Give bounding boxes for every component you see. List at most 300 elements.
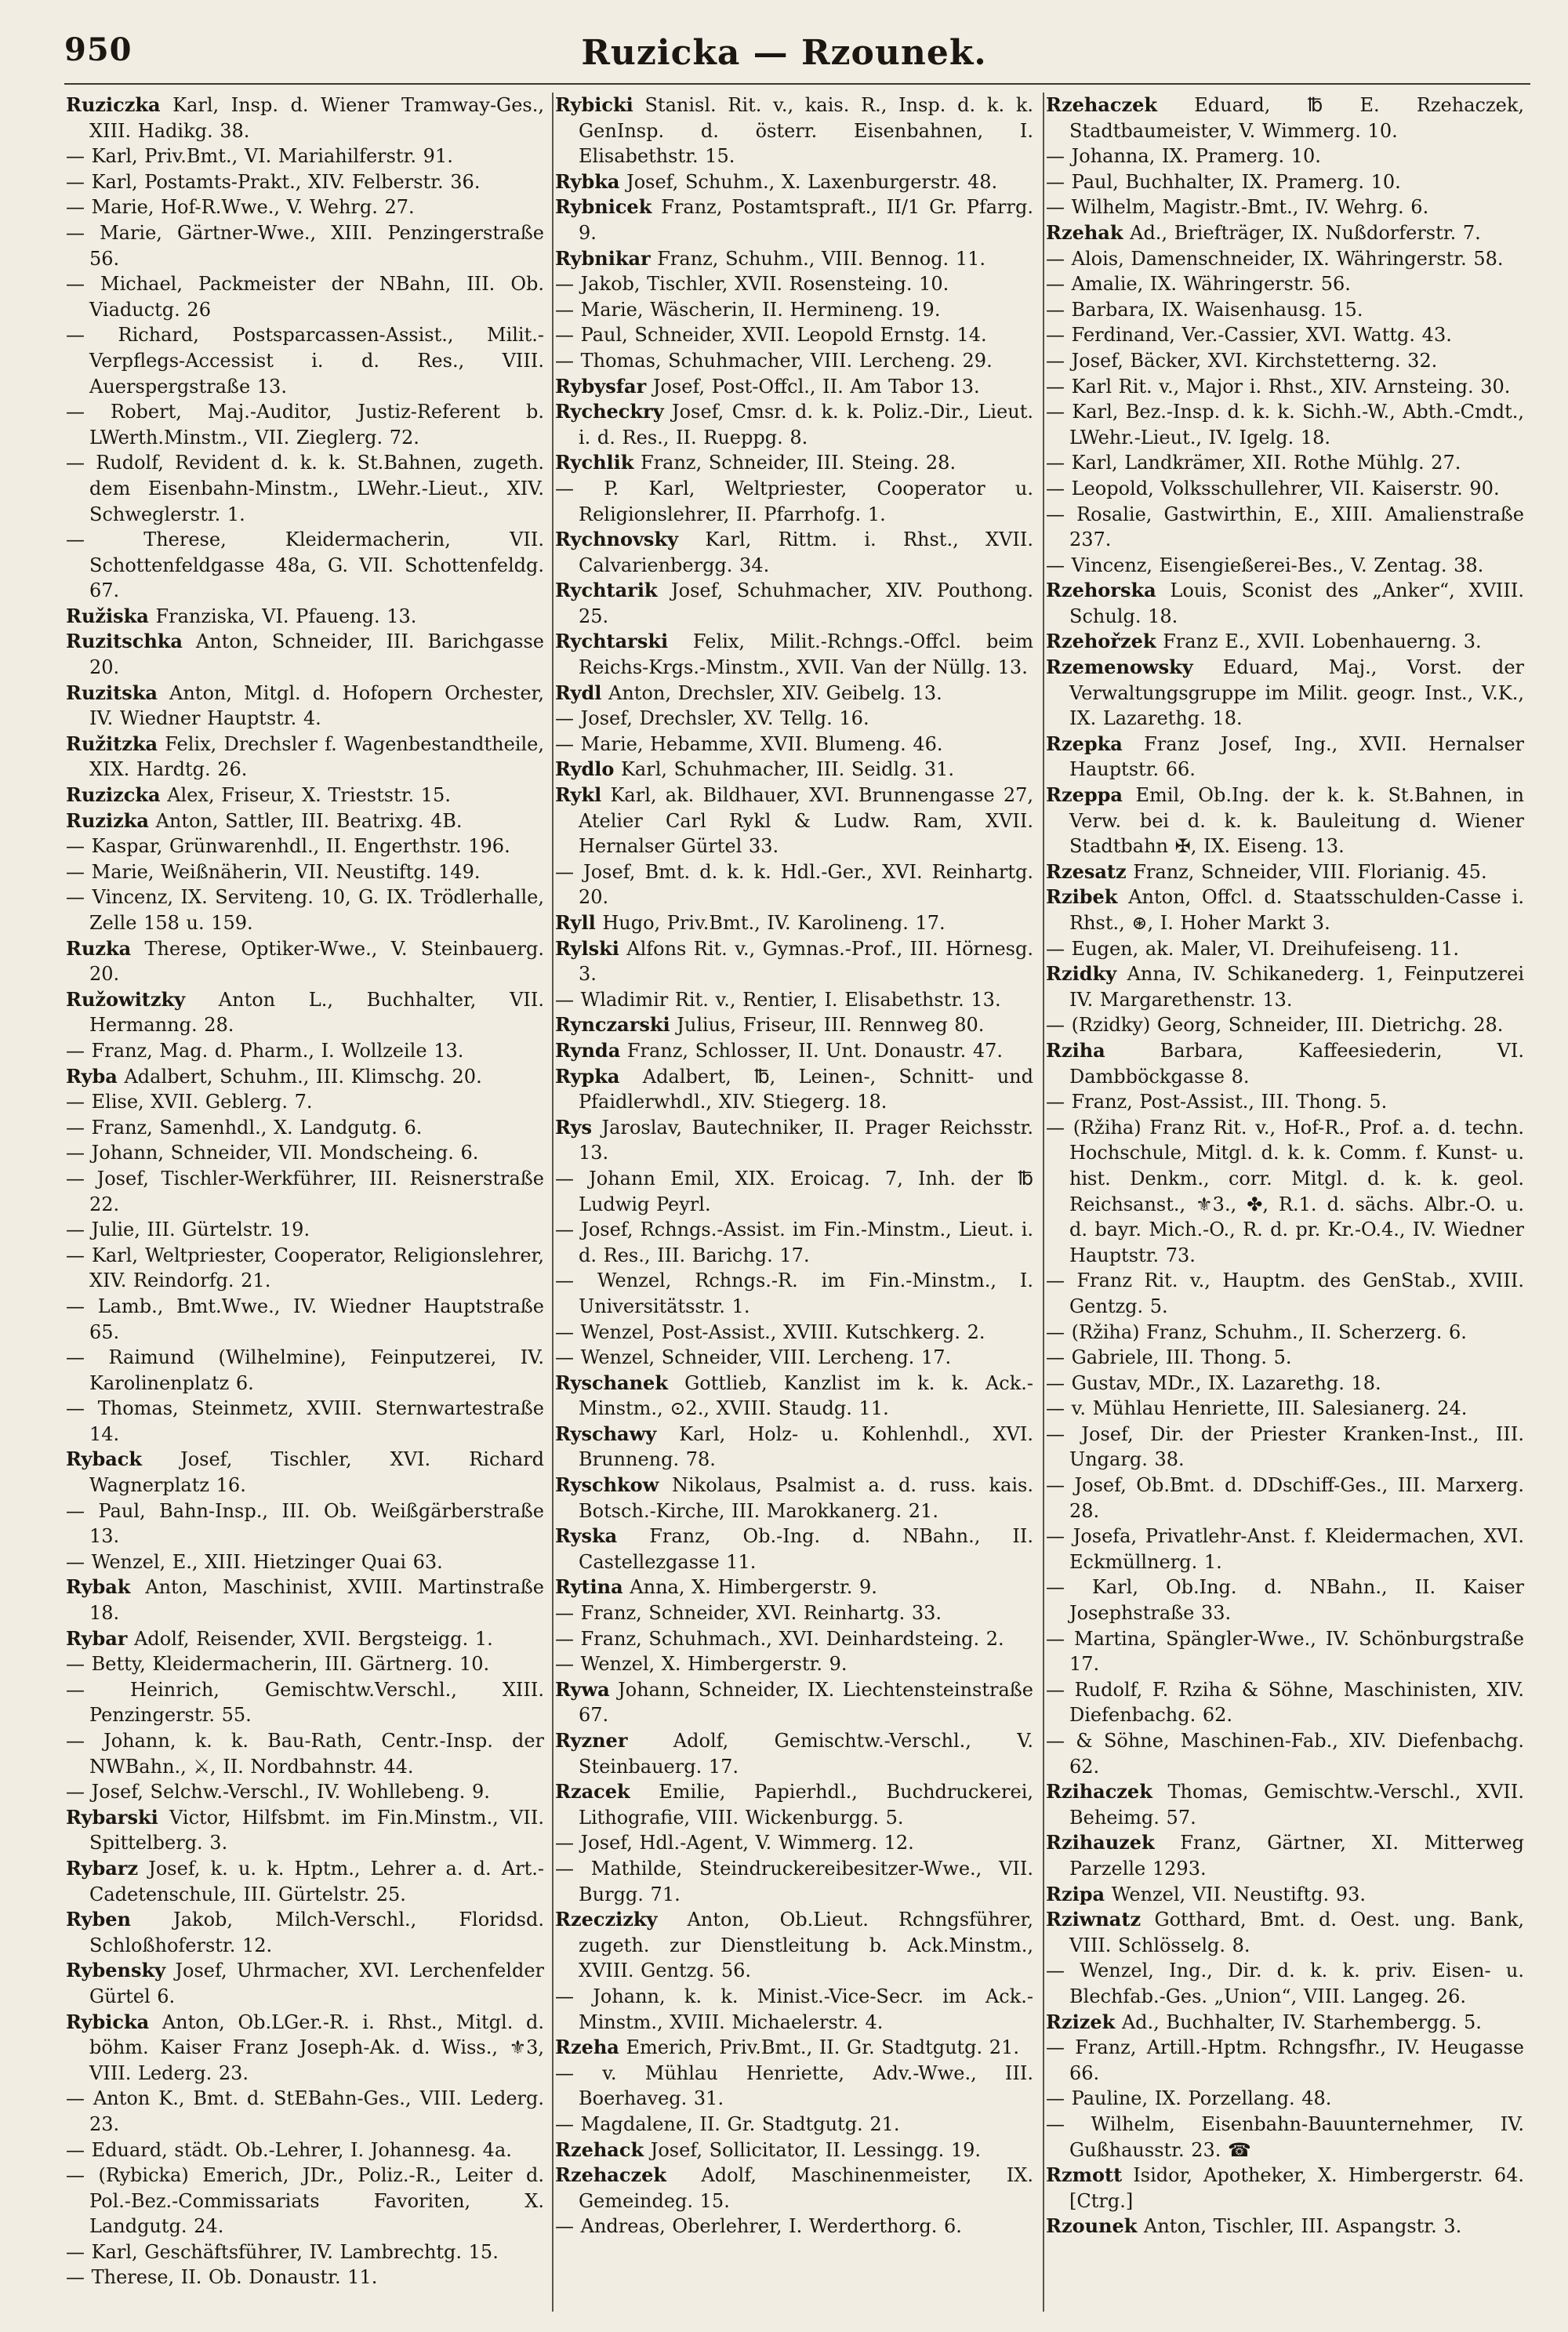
entry-details: — Rudolf, Revident d. k. k. St.Bahnen, zugeth. dem Eisenbahn-Minstm., LWehr.-Lieut., XIV. Schweglerstr. 1. [66,452,544,525]
directory-entry [555,246,1033,272]
directory-entry [1046,297,1524,323]
directory-columns [66,93,1540,2319]
directory-entry [66,1626,544,1652]
directory-entry [66,322,544,399]
entry-surname: Rzehak [1046,220,1123,244]
entry-surname: Rybarz [66,1856,139,1880]
directory-entry [66,732,544,783]
entry-details: — Karl, Postamts-Prakt., XIV. Felberstr. 36. [66,170,481,193]
entry-details: Anna, X. Himbergerstr. 9. [622,1576,877,1599]
entry-surname: Ruziczka [66,93,161,116]
entry-details: Franz, Gärtner, XI. Mitterweg Parzelle 1293. [1069,1832,1524,1880]
entry-details: Josef, Cmsr. d. k. k. Poliz.-Dir., Lieut. i. d. Res., II. Rueppg. 8. [579,401,1033,449]
directory-entry [555,1524,1033,1575]
directory-entry [1046,2035,1524,2086]
directory-entry [66,834,544,859]
entry-surname: Ryska [555,1524,618,1548]
directory-entry [555,1115,1033,1166]
directory-entry [555,399,1033,450]
entry-details: Anton, Schneider, III. Barichgasse 20. [89,630,544,679]
entry-surname: Rzihaczek [1046,1780,1152,1803]
directory-entry [66,169,544,195]
directory-entry [555,578,1033,629]
entry-details: Alex, Friseur, X. Trieststr. 15. [160,784,451,807]
entry-details: — Wenzel, Schneider, VIII. Lercheng. 17. [555,1346,952,1369]
directory-entry [1046,2214,1524,2239]
entry-surname: Rychtarski [555,630,669,653]
entry-details: Anton, Tischler, III. Aspangstr. 3. [1137,2215,1462,2238]
directory-entry [1046,450,1524,476]
directory-entry [66,1907,544,1958]
entry-details: — (Rzidky) Georg, Schneider, III. Dietrichg. 28. [1046,1014,1504,1037]
entry-details: — Barbara, IX. Waisenhausg. 15. [1046,298,1363,321]
directory-entry [555,527,1033,578]
entry-details: — Richard, Postsparcassen-Assist., Milit.-Verpflegs-Accessist i. d. Res., VIII. Auerspergstraße 13. [66,324,544,398]
directory-entry [555,476,1033,527]
entry-surname: Ryba [66,1064,118,1088]
directory-entry [555,297,1033,323]
directory-entry [1046,1371,1524,1397]
directory-entry [555,2061,1033,2112]
entry-details: Karl, Insp. d. Wiener Tramway-Ges., XIII. Hadikg. 38. [89,94,544,142]
entry-details: Nikolaus, Psalmist a. d. russ. kais. Botsch.-Kirche, III. Marokkanerg. 21. [579,1474,1033,1522]
entry-details: Adolf, Reisender, XVII. Bergsteigg. 1. [127,1627,493,1650]
directory-entry [1046,1422,1524,1473]
directory-entry [1046,1396,1524,1422]
entry-surname: Rzehorska [1046,579,1156,602]
entry-details: — Rosalie, Gastwirthin, E., XIII. Amalienstraße 237. [1046,503,1524,551]
entry-details: Alfons Rit. v., Gymnas.-Prof., III. Hörnesg. 3. [579,937,1033,986]
entry-details: Anton, Mitgl. d. Hofopern Orchester, IV. Wiedner Hauptstr. 4. [89,681,544,730]
directory-entry [1046,2086,1524,2112]
entry-details: Anton, Maschinist, XVIII. Martinstraße 18. [89,1576,544,1625]
directory-entry [66,194,544,220]
entry-details: — Karl, Weltpriester, Cooperator, Religionslehrer, XIV. Reindorfg. 21. [66,1244,544,1292]
directory-entry [66,1447,544,1498]
entry-details: Louis, Sconist des „Anker“, XVIII. Schulg. 18. [1069,579,1524,627]
entry-surname: Rynda [555,1038,621,1062]
entry-details: — Gustav, MDr., IX. Lazarethg. 18. [1046,1371,1381,1394]
entry-details: — Franz, Artill.-Hptm. Rchngsfhr., IV. Heugasse 66. [1046,2036,1524,2084]
entry-details: — Kaspar, Grünwarenhdl., II. Engerthstr. 196. [66,835,510,858]
entry-details: — Karl, Landkrämer, XII. Rothe Mühlg. 27. [1046,452,1461,474]
entry-details: Josef, Post-Offcl., II. Am Tabor 13. [646,375,980,398]
directory-entry [555,1600,1033,1626]
directory-entry [1046,1038,1524,1089]
entry-details: — Wenzel, X. Himbergerstr. 9. [555,1653,848,1676]
directory-entry [1046,93,1524,143]
entry-details: Franz, Postamtspraft., II/1 Gr. Pfarrg. 9. [579,196,1033,244]
directory-entry [66,450,544,527]
directory-entry [66,1549,544,1575]
entry-surname: Rys [555,1115,592,1139]
directory-entry [66,1140,544,1166]
directory-entry [1046,783,1524,859]
entry-surname: Ruzitska [66,681,158,704]
entry-surname: Rzacek [555,1780,630,1803]
entry-surname: Rydlo [555,757,615,781]
directory-entry [1046,884,1524,935]
entry-details: Adalbert, Schuhm., III. Klimschg. 20. [117,1065,482,1088]
entry-details: Eduard, Maj., Vorst. der Verwaltungsgruppe im Milit. geogr. Inst., V.K., IX. Lazarethg. 18. [1069,656,1524,730]
entry-details: — v. Mühlau Henriette, III. Salesianerg. 24. [1046,1397,1468,1420]
directory-entry [1046,1115,1524,1269]
entry-surname: Rybysfar [555,374,647,398]
entry-details: — Michael, Packmeister der NBahn, III. Ob. Viaductg. 26 [66,273,544,321]
directory-entry [1046,1907,1524,1958]
entry-surname: Ryll [555,911,596,934]
entry-details: — Alois, Damenschneider, IX. Währingerstr. 58. [1046,247,1504,270]
directory-entry [1046,348,1524,374]
directory-entry [66,1498,544,1549]
entry-details: — Amalie, IX. Währingerstr. 56. [1046,273,1351,296]
directory-entry [555,1779,1033,1830]
entry-surname: Ruzizka [66,808,149,832]
entry-details: — Raimund (Wilhelmine), Feinputzerei, IV. Karolinenplatz 6. [66,1346,544,1394]
directory-entry [555,2112,1033,2138]
directory-entry [66,1294,544,1345]
entry-surname: Rzmott [1046,2163,1123,2187]
directory-entry [555,1984,1033,2035]
header-rule [64,83,1530,85]
directory-entry [66,936,544,987]
directory-entry [66,681,544,732]
entry-surname: Rzibek [1046,885,1118,909]
entry-surname: Ruzka [66,936,132,960]
entry-surname: Rynczarski [555,1013,670,1037]
entry-surname: Rzidky [1046,962,1117,986]
entry-details: Josef, Schuhm., X. Laxenburgerstr. 48. [619,170,998,193]
entry-details: — Wenzel, Rchngs.-R. im Fin.-Minstm., I. Universitätsstr. 1. [555,1270,1033,1317]
directory-entry [1046,2163,1524,2214]
directory-entry [66,1089,544,1115]
entry-details: Isidor, Apotheker, X. Himbergerstr. 64. [Ctrg.] [1069,2164,1524,2212]
entry-details: — Jakob, Tischler, XVII. Rosensteing. 10. [555,273,949,296]
entry-details: Anna, IV. Schikanederg. 1, Feinputzerei IV. Margarethenstr. 13. [1069,963,1524,1011]
directory-entry [1046,1012,1524,1038]
entry-surname: Rybensky [66,1959,166,1982]
entry-surname: Rybak [66,1575,131,1599]
entry-details: Josef, Schuhmacher, XIV. Pouthong. 25. [579,579,1033,627]
directory-entry [1046,143,1524,169]
directory-entry [555,1345,1033,1371]
entry-details: Josef, Sollicitator, II. Lessingg. 19. [644,2138,982,2161]
entry-details: — Karl, Priv.Bmt., VI. Mariahilferstr. 91. [66,145,453,168]
directory-entry [66,220,544,271]
entry-surname: Ryschkow [555,1473,659,1497]
directory-entry [1046,374,1524,400]
entry-surname: Rywa [555,1677,610,1701]
directory-entry [1046,961,1524,1012]
entry-details: Anton, Offcl. d. Staatsschulden-Casse i. Rhst., ⊛, I. Hoher Markt 3. [1069,886,1524,934]
entry-surname: Rzemenowsky [1046,656,1193,679]
entry-details: — Vincenz, Eisengießerei-Bes., V. Zentag. 38. [1046,554,1484,576]
entry-surname: Rzepka [1046,732,1123,755]
entry-details: Barbara, Kaffeesiederin, VI. Dambböckgasse 8. [1069,1039,1524,1088]
entry-details: — Therese, Kleidermacherin, VII. Schottenfeldgasse 48a, G. VII. Schottenfeldg. 67. [66,529,544,602]
entry-surname: Rykl [555,783,602,807]
entry-details: Franz, Schneider, III. Steing. 28. [633,452,956,474]
directory-entry [555,1012,1033,1038]
column-middle [555,93,1033,2319]
entry-details: Karl, Schuhmacher, III. Seidlg. 31. [614,758,955,781]
directory-entry [555,2035,1033,2061]
entry-list [66,93,544,2290]
directory-entry [1046,553,1524,579]
directory-entry [66,2138,544,2163]
entry-surname: Rzounek [1046,2214,1138,2238]
entry-surname: Rzehaczek [555,2163,666,2187]
entry-surname: Rziha [1046,1038,1105,1062]
entry-details: — Paul, Schneider, XVII. Leopold Ernstg. 14. [555,324,987,347]
entry-surname: Rzesatz [1046,859,1127,883]
directory-entry [66,1575,544,1625]
directory-entry [555,757,1033,783]
entry-surname: Rybnicek [555,195,652,219]
running-head: Ruzicka — Rzounek. [581,33,987,73]
entry-details: Ad., Buchhalter, IV. Starhembergg. 5. [1115,2011,1482,2033]
entry-details: — Eugen, ak. Maler, VI. Dreihufeiseng. 11. [1046,937,1459,960]
directory-entry [1046,1320,1524,1346]
directory-entry [555,1038,1033,1064]
entry-surname: Rypka [555,1064,620,1088]
directory-entry [1046,1268,1524,1319]
entry-details: Anton, Drechsler, XIV. Geibelg. 13. [601,681,942,704]
directory-entry [555,194,1033,245]
directory-entry [555,1728,1033,1779]
entry-details: — Ferdinand, Ver.-Cassier, XVI. Wattg. 43. [1046,324,1452,347]
directory-entry [1046,1882,1524,1908]
entry-details: — Franz, Samenhdl., X. Landgutg. 6. [66,1116,423,1139]
directory-entry [555,1856,1033,1907]
directory-entry [66,629,544,680]
directory-entry [66,1345,544,1396]
directory-entry [1046,1089,1524,1115]
entry-details: — Josef, Bäcker, XVI. Kirchstetterng. 32. [1046,349,1438,372]
directory-entry [555,271,1033,297]
entry-surname: Ružitzka [66,732,158,755]
directory-entry [66,143,544,169]
directory-entry [1046,578,1524,629]
directory-entry [1046,502,1524,553]
entry-details: — Karl Rit. v., Major i. Rhst., XIV. Arnsteing. 30. [1046,375,1511,398]
entry-surname: Rylski [555,936,619,960]
directory-entry [66,527,544,604]
directory-entry [555,1651,1033,1677]
entry-details: Franz, Schuhm., VIII. Bennog. 11. [650,247,985,270]
directory-entry [66,859,544,885]
directory-entry [66,1396,544,1447]
directory-entry [66,1166,544,1217]
directory-entry [1046,1345,1524,1371]
directory-entry [66,1958,544,2009]
entry-details: Josef, k. u. k. Hptm., Lehrer a. d. Art.-Cadetenschule, III. Gürtelstr. 25. [89,1857,544,1905]
entry-details: Franz Josef, Ing., XVII. Hernalser Hauptstr. 66. [1069,732,1524,781]
directory-entry [66,93,544,143]
entry-list [1046,93,1524,2239]
directory-entry [555,1907,1033,1984]
entry-details: — Karl, Ob.Ing. d. NBahn., II. Kaiser Josephstraße 33. [1046,1576,1524,1625]
entry-details: Julius, Friseur, III. Rennweg 80. [670,1014,985,1037]
entry-details: — Johann, Schneider, VII. Mondscheing. 6. [66,1142,479,1164]
entry-details: — Julie, III. Gürtelstr. 19. [66,1219,310,1241]
directory-entry [555,1422,1033,1473]
entry-details: — Robert, Maj.-Auditor, Justiz-Referent b. LWerth.Minstm., VII. Zieglerg. 72. [66,401,544,449]
entry-details: — Josef, Drechsler, XV. Tellg. 16. [555,707,869,730]
entry-surname: Rzizek [1046,2010,1116,2033]
entry-surname: Rziwnatz [1046,1908,1142,1931]
entry-surname: Ryzner [555,1729,628,1752]
directory-entry [555,2214,1033,2239]
page-number: 950 [64,31,132,68]
entry-details: Gottlieb, Kanzlist im k. k. Ack.-Minstm., ⊙2., XVIII. Staudg. 11. [579,1371,1033,1420]
entry-details: — (Ržiha) Franz, Schuhm., II. Scherzerg. 6. [1046,1320,1467,1343]
directory-entry [1046,1677,1524,1728]
directory-entry [1046,399,1524,450]
entry-details: — Magdalene, II. Gr. Stadtgutg. 21. [555,2112,900,2135]
directory-entry [66,1651,544,1677]
entry-details: Felix, Drechsler f. Wagenbestandtheile, XIX. Hardtg. 26. [89,732,544,781]
entry-details: — Franz Rit. v., Hauptm. des GenStab., XVIII. Gentzg. 5. [1046,1270,1524,1317]
entry-surname: Ryback [66,1448,143,1471]
directory-entry [555,93,1033,169]
entry-details: Karl, ak. Bildhauer, XVI. Brunnengasse 27, Atelier Carl Rykl & Ludw. Ram, XVII. Hernalser Gürtel 33. [579,784,1033,858]
entry-details: — Anton K., Bmt. d. StEBahn-Ges., VIII. Lederg. 23. [66,2087,544,2135]
entry-surname: Rzehořzek [1046,630,1156,653]
entry-details: — Pauline, IX. Porzellang. 48. [1046,2087,1332,2110]
directory-entry [555,348,1033,374]
directory-entry [555,936,1033,987]
entry-details: — Franz, Mag. d. Pharm., I. Wollzeile 13. [66,1039,464,1062]
entry-details: Wenzel, VII. Neustiftg. 93. [1105,1883,1366,1905]
entry-details: — Wilhelm, Magistr.-Bmt., IV. Wehrg. 6. [1046,196,1429,219]
directory-entry [1046,1728,1524,1779]
entry-details: — Josef, Dir. der Priester Kranken-Inst., III. Ungarg. 38. [1046,1422,1524,1471]
entry-details: — Therese, II. Ob. Donaustr. 11. [66,2266,378,2289]
directory-entry [1046,2112,1524,2163]
entry-details: — Franz, Schneider, XVI. Reinhartg. 33. [555,1602,942,1625]
entry-details: Franz, Schneider, VIII. Florianig. 45. [1126,860,1487,883]
directory-entry [66,1243,544,1294]
entry-details: — Andreas, Oberlehrer, I. Werderthorg. 6. [555,2215,962,2238]
entry-details: Hugo, Priv.Bmt., IV. Karolineng. 17. [595,912,946,934]
entry-surname: Rybnikar [555,246,651,270]
entry-details: — Marie, Hebamme, XVII. Blumeng. 46. [555,732,943,755]
directory-entry [1046,1958,1524,2009]
directory-entry [555,1575,1033,1600]
entry-details: — Martina, Spängler-Wwe., IV. Schönburgstraße 17. [1046,1627,1524,1676]
entry-details: Franz E., XVII. Lobenhauerng. 3. [1156,630,1482,653]
entry-details: Franz, Ob.-Ing. d. NBahn., II. Castellezgasse 11. [579,1525,1033,1573]
entry-details: Adolf, Gemischtw.-Verschl., V. Steinbauerg. 17. [579,1730,1033,1778]
entry-details: — Gabriele, III. Thong. 5. [1046,1346,1292,1369]
entry-details: — Franz, Post-Assist., III. Thong. 5. [1046,1091,1388,1113]
directory-entry [555,859,1033,910]
entry-details: — Paul, Buchhalter, IX. Pramerg. 10. [1046,170,1401,193]
entry-details: — Marie, Weißnäherin, VII. Neustiftg. 149. [66,860,481,883]
entry-details: Adalbert, ℔, Leinen-, Schnitt- und Pfaidlerwhdl., XIV. Stiegerg. 18. [579,1065,1033,1113]
directory-entry [1046,322,1524,348]
entry-details: — P. Karl, Weltpriester, Cooperator u. Religionslehrer, II. Pfarrhofg. 1. [555,477,1033,525]
entry-details: — Johanna, IX. Pramerg. 10. [1046,145,1321,168]
directory-entry [66,1677,544,1728]
directory-entry [66,2265,544,2290]
directory-entry [555,1320,1033,1346]
entry-surname: Rybka [555,169,620,193]
entry-details: — Leopold, Volksschullehrer, VII. Kaiserstr. 90. [1046,477,1500,499]
directory-entry [1046,1626,1524,1677]
directory-entry [66,1728,544,1779]
directory-entry [1046,246,1524,272]
entry-details: Emilie, Papierhdl., Buchdruckerei, Lithografie, VIII. Wickenburgg. 5. [579,1781,1033,1829]
entry-surname: Rzihauzek [1046,1831,1155,1854]
entry-details: Emerich, Priv.Bmt., II. Gr. Stadtgutg. 21. [619,2036,1019,2059]
directory-entry [1046,629,1524,655]
directory-entry [555,1217,1033,1268]
entry-details: — Karl, Geschäftsführer, IV. Lambrechtg. 15. [66,2240,499,2263]
directory-entry [1046,859,1524,885]
entry-details: Adolf, Maschinenmeister, IX. Gemeindeg. 15. [579,2164,1033,2212]
directory-entry [555,169,1033,195]
directory-entry [66,2010,544,2087]
entry-surname: Ruzizcka [66,783,161,807]
entry-details: — Marie, Hof-R.Wwe., V. Wehrg. 27. [66,196,415,219]
entry-surname: Ruzitschka [66,630,183,653]
entry-surname: Rychlik [555,451,634,474]
entry-details: — Wenzel, E., XIII. Hietzinger Quai 63. [66,1550,443,1573]
entry-details: Anton L., Buchhalter, VII. Hermanng. 28. [89,988,544,1037]
entry-surname: Rycheckry [555,400,664,423]
entry-details: Victor, Hilfsbmt. im Fin.Minstm., VII. Spittelberg. 3. [89,1806,544,1854]
directory-entry [1046,1473,1524,1524]
directory-entry [66,1805,544,1856]
directory-entry [1046,1779,1524,1830]
directory-entry [1046,1524,1524,1575]
entry-surname: Rybar [66,1626,128,1650]
directory-entry [555,1268,1033,1319]
directory-entry [555,374,1033,400]
entry-surname: Rychnovsky [555,528,679,551]
entry-details: — Heinrich, Gemischtw.Verschl., XIII. Penzingerstr. 55. [66,1678,544,1727]
entry-details: — Paul, Bahn-Insp., III. Ob. Weißgärberstraße 13. [66,1499,544,1548]
directory-entry [555,681,1033,707]
directory-entry [555,629,1033,680]
directory-entry [66,1217,544,1243]
entry-surname: Rzeczizky [555,1908,658,1931]
entry-details: — Johann, k. k. Minist.-Vice-Secr. im Ack.-Minstm., XVIII. Michaelerstr. 4. [555,1985,1033,2033]
directory-entry [1046,732,1524,783]
entry-details: Anton, Sattler, III. Beatrixg. 4B. [148,809,463,832]
entry-surname: Rybicka [66,2010,150,2033]
entry-details: Jakob, Milch-Verschl., Floridsd. Schloßhoferstr. 12. [89,1909,544,1956]
entry-details: — (Ržiha) Franz Rit. v., Hof-R., Prof. a. d. techn. Hochschule, Mitgl. d. k. k. Comm. f. Kunst- u. hist. Denkm., corr. Mitgl. d. k. k. geol. Reichsanst., ⚜3., ✤, R.1. d. sächs. Albr.-O. u. d. bayr. Mich.-O., R. d. pr. Kr.-O.4., IV. Wiedner Hauptstr. 73. [1046,1116,1524,1266]
entry-details: Felix, Milit.-Rchngs.-Offcl. beim Reichs-Krgs.-Minstm., XVII. Van der Nüllg. 13. [579,630,1033,679]
directory-entry [66,808,544,834]
entry-details: — Josef, Selchw.-Verschl., IV. Wohllebeng. 9. [66,1781,490,1803]
directory-entry [66,1779,544,1805]
directory-entry [555,987,1033,1013]
entry-details: — Marie, Wäscherin, II. Hermineng. 19. [555,298,941,321]
directory-entry [555,1830,1033,1856]
directory-entry [555,1473,1033,1524]
entry-details: — Johann, k. k. Bau-Rath, Centr.-Insp. der NWBahn., ⚔, II. Nordbahnstr. 44. [66,1730,544,1778]
directory-entry [66,399,544,450]
entry-details: — Johann Emil, XIX. Eroicag. 7, Inh. der ℔ Ludwig Peyrl. [555,1167,1033,1215]
entry-details: Franziska, VI. Pfaueng. 13. [148,605,417,627]
entry-details: — Karl, Bez.-Insp. d. k. k. Sichh.-W., Abth.-Cmdt., LWehr.-Lieut., IV. Igelg. 18. [1046,401,1524,449]
entry-surname: Rzeha [555,2036,619,2059]
entry-details: — Josef, Hdl.-Agent, V. Wimmerg. 12. [555,1832,914,1854]
